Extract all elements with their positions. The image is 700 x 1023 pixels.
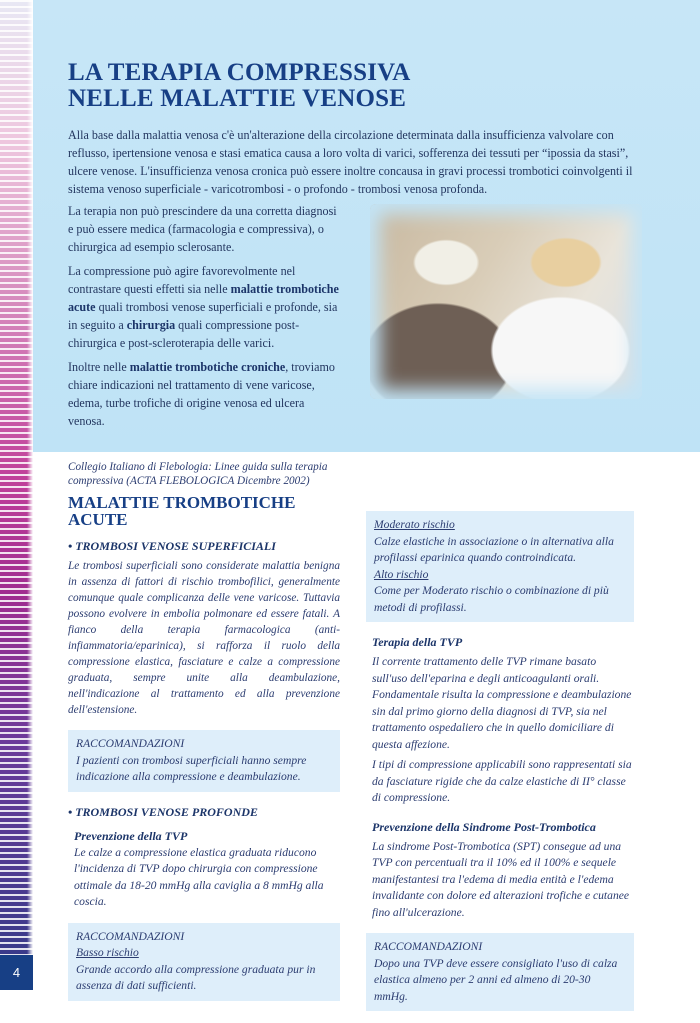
section-title: MALATTIE TROMBOTICHE ACUTE — [68, 493, 296, 529]
recommendation-box-moderato-alto — [366, 511, 634, 622]
moderato-rischio-text: Calze elastiche in associazione o in alternativa alla profilassi eparinica quando controindicata. — [374, 534, 614, 564]
terapia-paragraph-2: I tipi di compressione applicabili sono rappresentati sia da fasciature rigide che da calze elastiche di II° classe di compressione. — [372, 758, 632, 804]
citation: Collegio Italiano di Flebologia: Linee guida sulla terapia compressiva (ACTA FLEBOLOGICA Dicembre 2002) — [68, 461, 328, 487]
intro-row — [68, 202, 700, 436]
heading-prevenzione-tvp: Prevenzione della TVP — [74, 828, 188, 843]
page-title — [68, 60, 700, 112]
rec-label: RACCOMANDAZIONI — [76, 929, 185, 943]
intro-paragraph: Alla base dalla malattia venosa c'è un'alterazione della circolazione determinata dalla insufficienza valvolare con reflusso, ipertensione venosa e stasi ematica causa a loro volta di varici, sofferenza dei tessuti per “ipossia da stasi”, ulcere venose. L'insufficienza venosa cronica può essere inoltre concausa in gravi processi trombotici coinvolgenti il sistema venoso superficiale - varicotrombosi - o profondo - trombosi venosa profonda. — [68, 128, 633, 196]
alto-rischio-text: Come per Moderato rischio o combinazione di più metodi di profilassi. — [374, 584, 609, 614]
recommendation-box-superficiali — [68, 730, 340, 792]
decorative-stripe-band — [0, 0, 33, 955]
basso-rischio-label: Basso rischio — [76, 946, 139, 959]
text: La compressione può agire favorevolmente nel contrastare questi effetti sia nelle — [68, 264, 296, 296]
title-line-1: LA TERAPIA COMPRESSIVA — [68, 59, 411, 86]
text: Inoltre nelle — [68, 360, 130, 374]
intro-columns — [68, 202, 340, 436]
rec-text: Dopo una TVP deve essere consigliato l'uso di calza elastica almeno per 2 anni ed almeno di 20-30 mmHg. — [374, 956, 618, 1003]
heading-profonde: • TROMBOSI VENOSE PROFONDE — [68, 804, 258, 819]
bold-text: chirurgia — [126, 318, 176, 332]
recommendation-box-spt — [366, 933, 634, 1011]
recommendation-box-basso — [68, 923, 340, 1001]
bold-text: malattie trombotiche croniche — [129, 360, 286, 374]
header-band — [33, 0, 700, 452]
text: quali trombosi venose superficiali e profonde, sia in seguito a — [68, 300, 338, 332]
left-column — [68, 460, 340, 1013]
superficiali-text: Le trombosi superficiali sono considerate malattia benigna in assenza di fattori di rischio trombofilici, generalmente comunque quale complicanza delle vene varicose. Tuttavia possono evolvere in embolia polmonare ed essere fatali. A fianco della terapia farmacologica (anti-infiammatoria/eparinica), si rafforza il ruolo della compressione elastica, fasciature e calze a compressione graduata, sempre unite alla deambulazione, nell'indicazione al trattamento ed alla prevenzione dell'estensione. — [68, 560, 340, 716]
doctor-patient-photo — [370, 204, 642, 399]
bold-text: malattie trombotiche acute — [68, 282, 339, 314]
text: , troviamo chiare indicazioni nel trattamento di vene varicose, edema, turbe trofiche di origine venosa ed ulcera venosa. — [68, 360, 335, 428]
body-columns — [33, 452, 700, 1023]
page-content — [33, 0, 700, 1023]
text: quali compressione post-chirurgica e post-scleroterapia delle varici. — [68, 318, 300, 350]
prevenzione-text: Le calze a compressione elastica graduata riducono l'incidenza di TVP dopo chirurgia con compressione ottimale da 18-20 mmHg alla caviglia a 8 mmHg alla coscia. — [74, 845, 324, 908]
page-number: 4 — [0, 955, 33, 990]
terapia-section — [366, 634, 634, 921]
heading-spt: Prevenzione della Sindrome Post-Trombotica — [372, 819, 596, 834]
heading-superficiali: • TROMBOSI VENOSE SUPERFICIALI — [68, 539, 276, 553]
paragraph-compression — [68, 262, 340, 352]
paragraph-chronic — [68, 358, 340, 430]
spt-text: La sindrome Post-Trombotica (SPT) consegue ad una TVP con percentuali tra il 10% ed il 100% e sequele manifestantesi tra l'edema di media entità e l'edema invalidante con dolore ed alterazioni trofiche e cutanee fino all'ulcerazione. — [372, 839, 630, 919]
terapia-text — [372, 654, 634, 807]
heading-terapia-tvp: Terapia della TVP — [372, 635, 463, 649]
basso-rischio-text: Grande accordo alla compressione graduata pur in assenza di dati sufficienti. — [76, 962, 316, 992]
right-column — [366, 511, 634, 1023]
paragraph-therapy: La terapia non può prescindere da una corretta diagnosi e può essere medica (farmacologia e compressiva), o chirurgica ad esempio sclerosante. — [68, 204, 337, 254]
alto-rischio-label: Alto rischio — [374, 567, 429, 581]
rec-text: I pazienti con trombosi superficiali hanno sempre indicazione alla compressione e deambulazione. — [76, 753, 307, 783]
terapia-paragraph-1: Il corrente trattamento delle TVP rimane basato sull'uso dell'eparina e degli anticoagulanti orali. Fondamentale risulta la compressione e deambulazione sin dal primo giorno della diagnosi di TVP, sia nel trattamento ospedaliero che in quello domiciliare di questa affezione. — [372, 655, 632, 751]
moderato-rischio-label: Moderato rischio — [374, 518, 455, 531]
rec-label: RACCOMANDAZIONI — [374, 940, 483, 953]
title-line-2: NELLE MALATTIE VENOSE — [68, 85, 407, 112]
rec-label: RACCOMANDAZIONI — [76, 737, 185, 750]
